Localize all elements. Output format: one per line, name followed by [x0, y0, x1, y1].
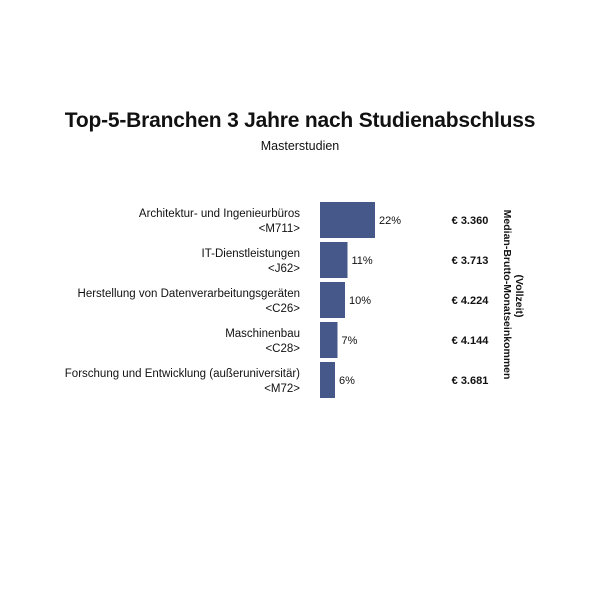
income-labels-group: [452, 215, 490, 387]
category-code-3: <C28>: [265, 343, 300, 355]
value-label-2: 10%: [349, 295, 372, 307]
chart-subtitle: Masterstudien: [260, 139, 340, 153]
bar-0: [320, 202, 375, 238]
income-axis-title-line-2: (Vollzeit): [513, 274, 525, 318]
income-label-4: € 3.681: [451, 375, 489, 387]
category-label-2: Herstellung von Datenverarbeitungsgeräten: [77, 288, 300, 300]
value-label-0: 22%: [379, 215, 402, 227]
income-axis-title: [501, 210, 525, 383]
category-label-4: Forschung und Entwicklung (außeruniversitär): [64, 368, 300, 380]
bar-4: [320, 362, 335, 398]
chart-title: Top-5-Branchen 3 Jahre nach Studienabschluss: [64, 109, 536, 132]
income-label-0: € 3.360: [451, 215, 489, 227]
income-label-3: € 4.144: [451, 335, 489, 347]
income-axis-title-line-1: Median-Brutto-Monatseinkommen: [501, 209, 513, 380]
category-code-0: <M711>: [258, 223, 300, 235]
bar-3: [320, 322, 338, 358]
category-code-2: <C26>: [265, 303, 300, 315]
category-code-4: <M72>: [264, 383, 300, 395]
income-label-2: € 4.224: [451, 295, 489, 307]
category-labels-group: [65, 208, 300, 395]
value-label-4: 6%: [339, 375, 355, 387]
bar-2: [320, 282, 345, 318]
bar-1: [320, 242, 348, 278]
category-label-1: IT-Dienstleistungen: [201, 248, 300, 260]
category-code-1: <J62>: [268, 263, 300, 275]
value-label-1: 11%: [351, 255, 373, 267]
value-label-3: 7%: [341, 335, 358, 347]
income-label-1: € 3.713: [451, 255, 489, 267]
value-labels-group: [339, 215, 401, 387]
category-label-0: Architektur- und Ingenieurbüros: [138, 208, 300, 220]
category-label-3: Maschinenbau: [225, 328, 300, 340]
